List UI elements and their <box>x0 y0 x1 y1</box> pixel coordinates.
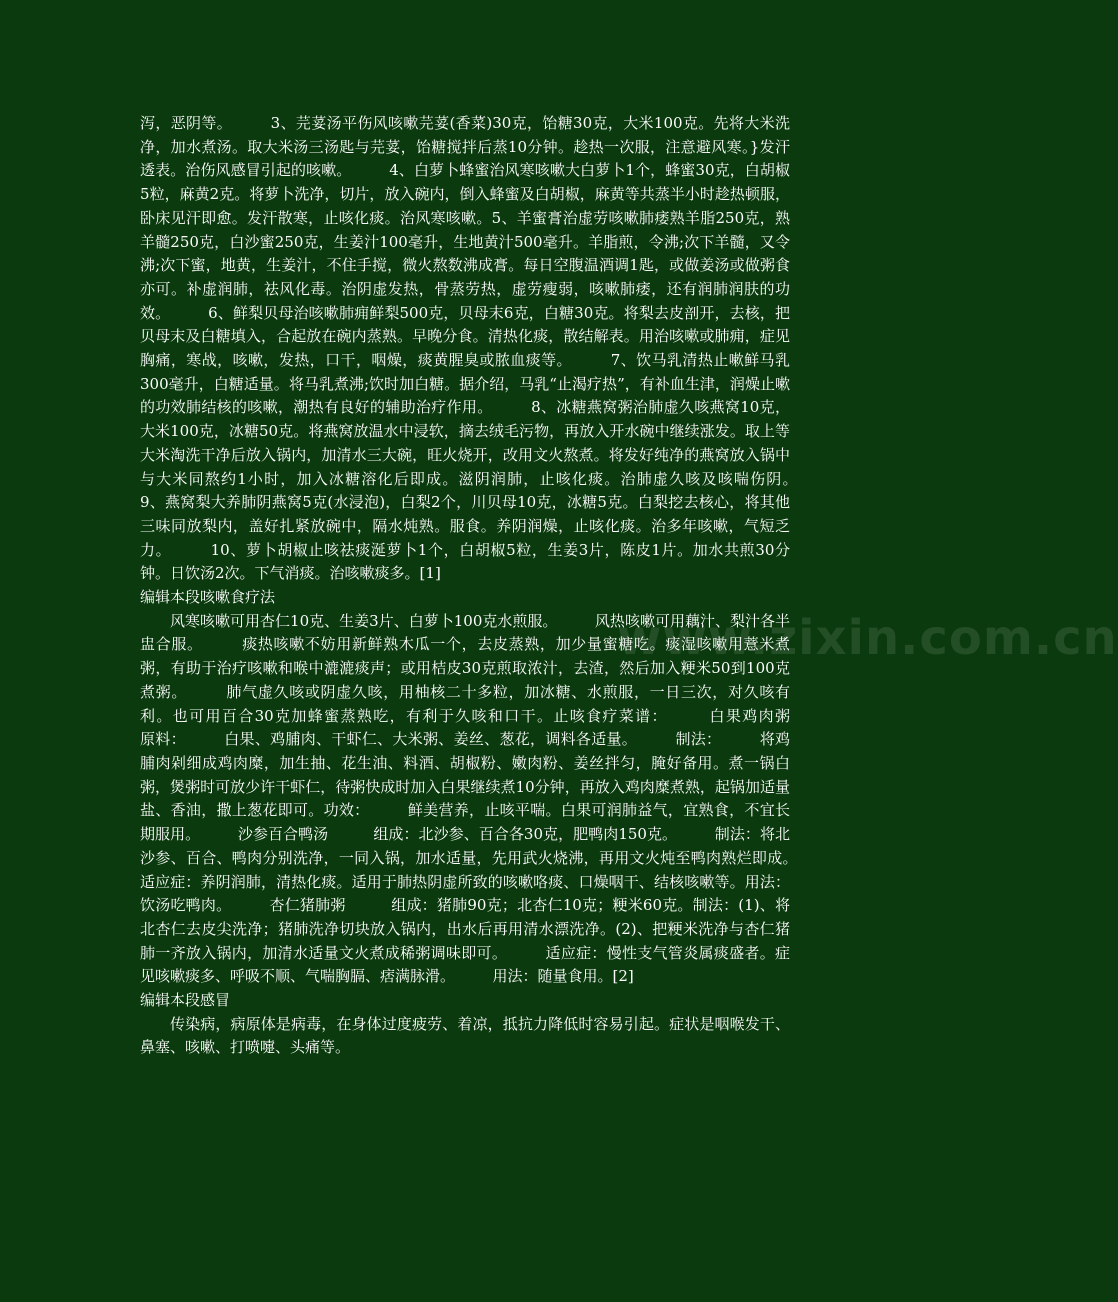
document-body <box>140 112 851 1060</box>
section-heading-cough-diet: 编辑本段咳嗽食疗法 <box>140 588 276 607</box>
paragraph-cold: 传染病，病原体是病毒，在身体过度疲劳、着凉，抵抗力降低时容易引起。症状是咽喉发干、鼻塞、咳嗽、打喷嚏、头痛等。 <box>140 1014 790 1057</box>
section-heading-cold: 编辑本段感冒 <box>140 991 231 1010</box>
paragraph-cough-diet: 风寒咳嗽可用杏仁10克、生姜3片、白萝卜100克水煎服。 风热咳嗽可用藕汁、梨汁各半盅合服。 痰热咳嗽不妨用新鲜熟木瓜一个，去皮蒸熟，加少量蜜糖吃。痰湿咳嗽用薏米煮粥，有助于治疗咳嗽和喉中漉漉痰声；或用桔皮30克煎取浓汁，去渣，然后加入粳米50到100克煮粥。 肺气虚久咳或阴虚久咳，用柚核二十多粒，加冰糖、水煎服，一日三次，对久咳有利。也可用百合30克加蜂蜜蒸熟吃，有利于久咳和口干。止咳食疗菜谱： 白果鸡肉粥 原料： 白果、鸡脯肉、干虾仁、大米粥、姜丝、葱花，调料各适量。 制法： 将鸡脯肉剁细成鸡肉糜，加生抽、花生油、料酒、胡椒粉、嫩肉粉、姜丝拌匀，腌好备用。煮一锅白粥，煲粥时可放少许干虾仁，待粥快成时加入白果继续煮10分钟，再放入鸡肉糜煮熟，起锅加适量盐、香油，撒上葱花即可。功效： 鲜美营养，止咳平喘。白果可润肺益气，宜熟食，不宜长期服用。 沙参百合鸭汤 组成：北沙参、百合各30克，肥鸭肉150克。 制法：将北沙参、百合、鸭肉分别洗净，一同入锅，加水适量，先用武火烧沸，再用文火炖至鸭肉熟烂即成。 适应症：养阴润肺，清热化痰。适用于肺热阴虚所致的咳嗽咯痰、口燥咽干、结核咳嗽等。用法：饮汤吃鸭肉。 杏仁猪肺粥 组成：猪肺90克；北杏仁10克；粳米60克。制法：(1)、将北杏仁去皮尖洗净；猪肺洗净切块放入锅内，出水后再用清水漂洗净。(2)、把粳米洗净与杏仁猪肺一齐放入锅内，加清水适量文火煮成稀粥调味即可。 适应症：慢性支气管炎属痰盛者。症见咳嗽痰多、呼吸不顺、气喘胸膈、痞满脉滑。 用法：随量食用。[2] <box>140 611 851 986</box>
paragraph-remedies: 泻，恶阴等。 3、芫荽汤平伤风咳嗽芫荽(香菜)30克，饴糖30克，大米100克。先将大米洗净，加水煮汤。取大米汤三汤匙与芫荽，饴糖搅拌后蒸10分钟。趁热一次服，注意避风寒。}发汗透表。治伤风感冒引起的咳嗽。 4、白萝卜蜂蜜治风寒咳嗽大白萝卜1个，蜂蜜30克，白胡椒5粒，麻黄2克。将萝卜洗净，切片，放入碗内，倒入蜂蜜及白胡椒，麻黄等共蒸半小时趁热顿服，卧床见汗即愈。发汗散寒，止咳化痰。治风寒咳嗽。5、羊蜜膏治虚劳咳嗽肺痿熟羊脂250克，熟羊髓250克，白沙蜜250克，生姜汁100毫升，生地黄汁500毫升。羊脂煎，令沸;次下羊髓，又令沸;次下蜜，地黄，生姜汁，不住手搅，微火熬数沸成膏。每日空腹温酒调1匙，或做姜汤或做粥食亦可。补虚润肺，祛风化毒。治阴虚发热，骨蒸劳热，虚劳瘦弱，咳嗽肺痿，还有润肺润肤的功效。 6、鲜梨贝母治咳嗽肺痈鲜梨500克，贝母末6克，白糖30克。将梨去皮剖开，去核，把贝母末及白糖填入，合起放在碗内蒸熟。早晚分食。清热化痰，散结解表。用治咳嗽或肺痈，症见胸痛，寒战，咳嗽，发热，口干，咽燥，痰黄腥臭或脓血痰等。 7、饮马乳清热止嗽鲜马乳300毫升，白糖适量。将马乳煮沸;饮时加白糖。据介绍，马乳“止渴疗热”，有补血生津，润燥止嗽的功效肺结核的咳嗽，潮热有良好的辅助治疗作用。 8、冰糖燕窝粥治肺虚久咳燕窝10克，大米100克，冰糖50克。将燕窝放温水中浸软，摘去绒毛污物，再放入开水碗中继续涨发。取上等大米淘洗干净后放入锅内，加清水三大碗，旺火烧开，改用文火熬煮。将发好纯净的燕窝放入锅中与大米同熬约1小时，加入冰糖溶化后即成。滋阴润肺，止咳化痰。治肺虚久咳及咳喘伤阴。 9、燕窝梨大养肺阴燕窝5克(水浸泡)，白梨2个，川贝母10克，冰糖5克。白梨挖去核心，将其他三味同放梨内，盖好扎紧放碗中，隔水炖熟。服食。养阴润燥，止咳化痰。治多年咳嗽，气短乏力。 10、萝卜胡椒止咳祛痰涎萝卜1个，白胡椒5粒，生姜3片，陈皮1片。加水共煎30分钟。日饮汤2次。下气消痰。治咳嗽痰多。[1] <box>140 114 836 583</box>
watermark: www.zixin.com.cn <box>617 610 1118 666</box>
